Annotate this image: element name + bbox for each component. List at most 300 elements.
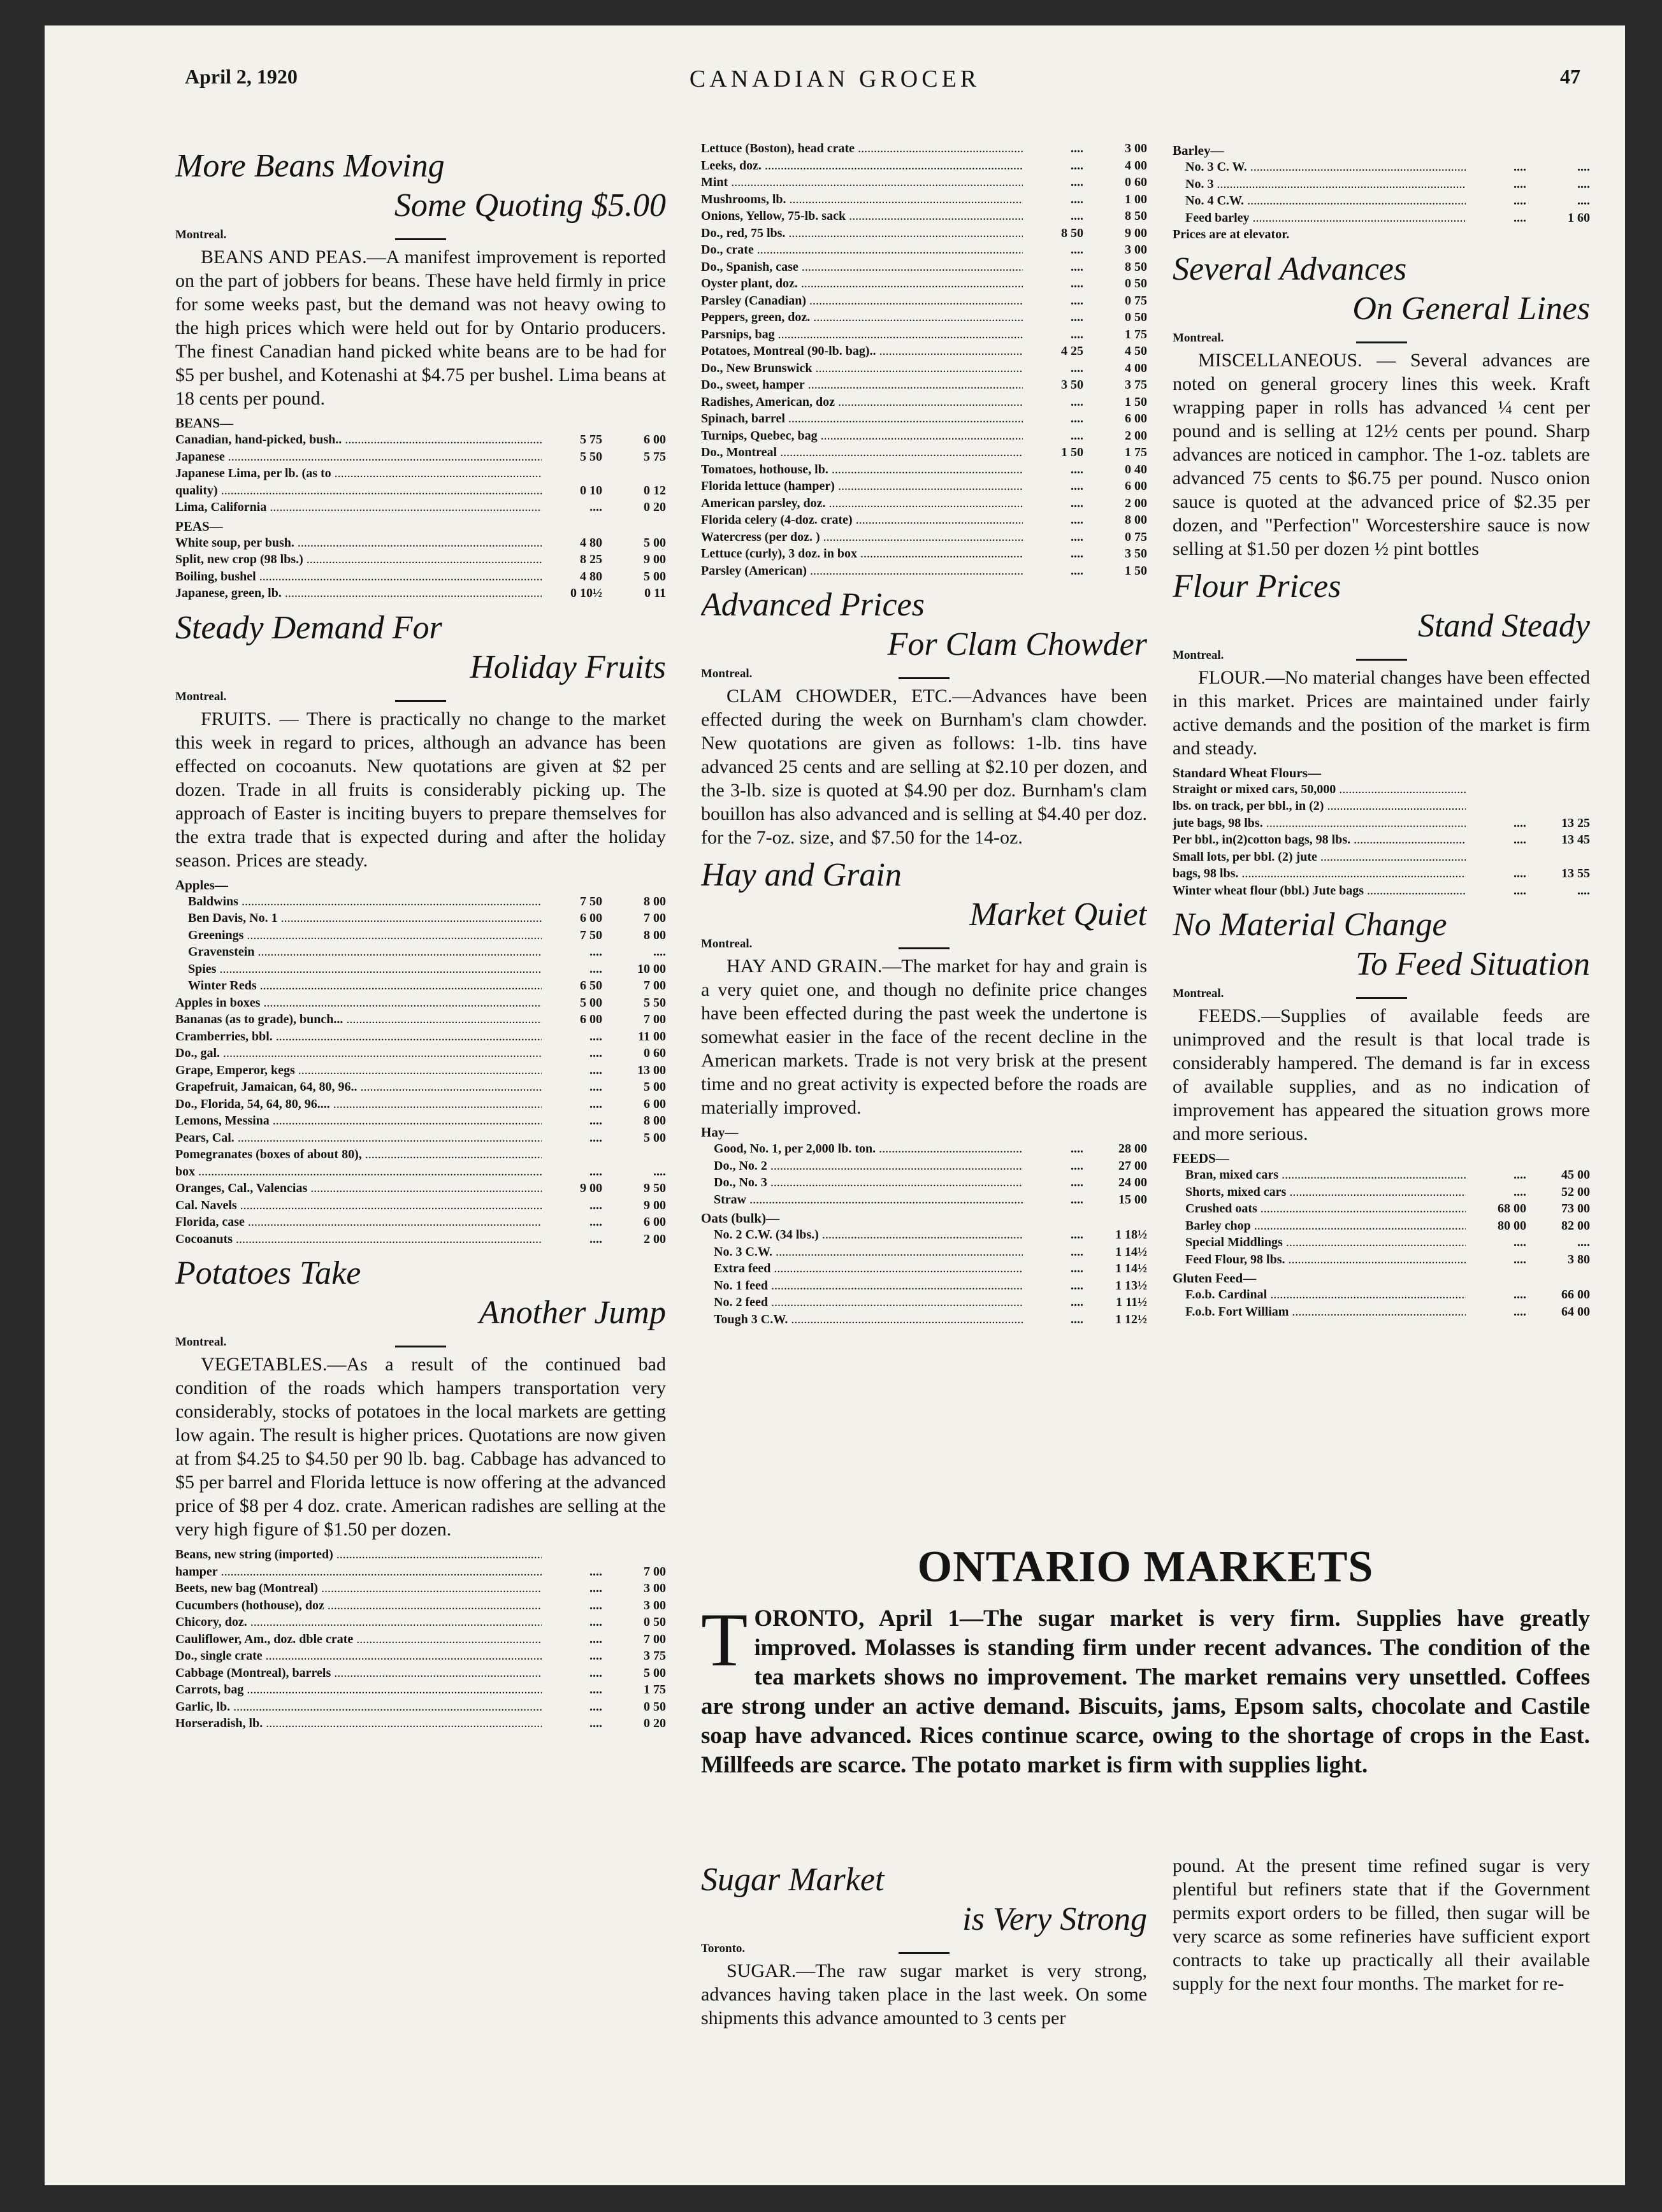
barley-prices [1173,143,1590,243]
price-row [175,1580,666,1597]
item-name: Cabbage (Montreal), barrels ..... [175,1665,542,1682]
high-price: 8 50 [1125,209,1147,223]
high-price: 6 00 [1125,479,1147,493]
low-price: 3 50 [1061,378,1083,392]
vegetables-price-table [175,1546,666,1732]
high-price: 1 00 [1125,192,1147,206]
high-price: 1 13½ [1115,1278,1147,1293]
high-price: 5 00 [644,1130,666,1145]
divider [395,700,446,702]
item-name: Florida, case ..... [175,1214,542,1231]
item-name: quality) ..... [175,482,542,499]
low-price: .... [1071,1175,1083,1189]
article-headline: No Material Change To Feed Situation [1173,907,1590,982]
price-section-label: PEAS— [175,518,223,534]
high-price: 5 00 [644,1665,666,1680]
dateline: Montreal. [1173,987,1224,1000]
low-price: .... [1514,1168,1526,1182]
high-price: 7 00 [644,911,666,925]
high-price: 11 00 [638,1029,666,1044]
price-row [175,1180,666,1197]
item-name: Florida lettuce (hamper) ..... [701,478,1023,495]
high-price: 9 00 [644,552,666,566]
fruits-article [175,608,666,1248]
item-name: No. 3 C.W. ..... [701,1244,1023,1261]
high-price: 5 00 [644,1080,666,1094]
peas-price-table [175,535,666,602]
price-row [701,225,1147,242]
high-price: 8 00 [644,928,666,942]
item-name: Per bbl., in(2)cotton bags, 98 lbs. ..... [1173,831,1466,849]
high-price: 8 00 [644,894,666,908]
low-price: 68 00 [1498,1202,1526,1216]
item-name: Straight or mixed cars, 50,000 ..... [1173,781,1466,798]
price-row [175,1079,666,1096]
price-row [701,1158,1147,1175]
item-name: Lemons, Messina ..... [175,1112,542,1130]
low-price: .... [589,1114,602,1128]
item-name: Canadian, hand-picked, bush.. ..... [175,431,542,449]
price-row [175,961,666,978]
column-1 [175,140,666,2153]
high-price: 3 75 [1125,378,1147,392]
item-name: Oyster plant, doz. ..... [701,275,1023,292]
price-row [701,461,1147,478]
price-row [175,465,666,482]
item-name: lbs. on track, per bbl., in (2) ..... [1173,798,1466,815]
low-price: .... [1514,1288,1526,1302]
high-price [1526,798,1590,815]
item-name: Do., gal. ..... [175,1045,542,1062]
item-name: Shorts, mixed cars ..... [1173,1184,1466,1201]
low-price: .... [1514,833,1526,847]
high-price: 3 00 [644,1598,666,1612]
low-price: 1 50 [1061,445,1083,459]
article-headline: Several Advances On General Lines [1173,250,1590,327]
high-price: 66 00 [1561,1288,1590,1302]
price-row [1173,1217,1590,1235]
item-name: Pears, Cal. ..... [175,1130,542,1147]
price-row [175,1631,666,1648]
low-price: .... [1514,210,1526,225]
item-name: jute bags, 98 lbs. ..... [1173,815,1466,832]
price-row [1173,210,1590,227]
gluten-feed-price-table [1173,1286,1590,1320]
low-price: .... [589,1198,602,1212]
low-price: 7 50 [580,928,602,942]
item-name: Good, No. 1, per 2,000 lb. ton. ..... [701,1140,1023,1158]
item-name: Cramberries, bbl. ..... [175,1028,542,1045]
high-price: 9 50 [644,1181,666,1195]
low-price: .... [1071,310,1083,324]
price-row [175,977,666,995]
item-name: Cal. Navels ..... [175,1197,542,1214]
low-price: .... [589,1581,602,1595]
item-name: Grape, Emperor, kegs ..... [175,1062,542,1079]
price-row [175,551,666,568]
price-row [701,208,1147,225]
price-row [175,1614,666,1631]
item-name: Crushed oats ..... [1173,1200,1466,1217]
high-price: 2 00 [1125,496,1147,510]
high-price: 1 75 [1125,445,1147,459]
item-name: Baldwins ..... [175,893,542,910]
high-price: 0 60 [1125,175,1147,189]
high-price: 13 45 [1561,833,1590,847]
column-2 [701,140,1147,1529]
low-price: .... [1071,259,1083,274]
low-price: .... [1514,1235,1526,1249]
price-row [175,1563,666,1581]
price-row [701,1311,1147,1328]
low-price: 4 25 [1061,344,1083,358]
low-price: .... [1514,883,1526,898]
item-name: Winter wheat flour (bbl.) Jute bags ..... [1173,882,1466,900]
dateline: Toronto. [701,1942,746,1955]
high-price [602,1546,666,1563]
price-row [701,1244,1147,1261]
high-price: 24 00 [1118,1175,1147,1189]
price-row [1173,781,1590,798]
price-row [701,1191,1147,1209]
low-price: .... [1071,1312,1083,1326]
price-row [175,1146,666,1163]
price-row [701,174,1147,191]
low-price: .... [1071,1158,1083,1173]
low-price: .... [1071,158,1083,173]
price-row [701,140,1147,157]
high-price: 13 00 [637,1063,666,1077]
high-price: 6 00 [644,1215,666,1229]
feed-article [1173,905,1590,1320]
low-price: .... [589,1598,602,1612]
price-row [175,1698,666,1716]
high-price: 4 50 [1125,344,1147,358]
price-section-label: Standard Wheat Flours— [1173,765,1321,780]
high-price: 1 60 [1568,210,1590,225]
price-row [175,995,666,1012]
low-price: 8 25 [580,552,602,566]
divider [899,947,950,949]
dateline: Montreal. [175,228,227,241]
price-section-label: Gluten Feed— [1173,1270,1257,1286]
high-price: 8 50 [1125,259,1147,274]
price-section-label: Apples— [175,877,228,893]
item-name: No. 1 feed ..... [701,1277,1023,1295]
miscellaneous-article [1173,250,1590,561]
item-name: Gravenstein ..... [175,944,542,961]
low-price: 8 50 [1061,226,1083,240]
flour-price-table [1173,781,1590,900]
price-row [701,529,1147,546]
price-row [1173,1200,1590,1217]
item-name: Extra feed ..... [701,1260,1023,1277]
price-row [175,482,666,499]
item-name: Do., sweet, hamper ..... [701,377,1023,394]
low-price: .... [589,1632,602,1646]
low-price: .... [589,1615,602,1629]
high-price: 1 50 [1125,394,1147,409]
low-price: .... [1514,176,1526,191]
high-price: 5 00 [644,569,666,584]
article-body: SUGAR.—The raw sugar market is very strong, advances having taken place in the last week. On some shipments this advance amounted to 3 cents per [701,1960,1147,2029]
low-price: .... [1071,1261,1083,1275]
price-row [701,343,1147,360]
price-row [175,1214,666,1231]
low-price: .... [589,1649,602,1663]
high-price: .... [1577,1235,1590,1249]
divider [1356,659,1407,661]
section-title: ONTARIO MARKETS [917,1542,1374,1591]
high-price: 4 00 [1125,158,1147,173]
column-3 [1173,140,1590,1529]
high-price: 0 50 [1125,276,1147,291]
high-price: 3 80 [1568,1252,1590,1267]
apples-price-table [175,893,666,995]
price-row [1173,865,1590,882]
low-price: .... [1071,276,1083,291]
low-price: .... [589,961,602,976]
low-price: .... [589,1215,602,1229]
item-name: Do., single crate ..... [175,1648,542,1665]
high-price: 3 00 [1125,243,1147,257]
high-price: 1 75 [644,1683,666,1697]
high-price [602,465,666,482]
item-name: American parsley, doz. ..... [701,495,1023,512]
item-name: No. 2 C.W. (34 lbs.) ..... [701,1226,1023,1244]
price-section-label: BEANS— [175,415,234,431]
price-row [1173,1167,1590,1184]
low-price: .... [1071,428,1083,443]
high-price: 1 50 [1125,563,1147,578]
clam-chowder-article [701,585,1147,849]
low-price: .... [589,500,602,514]
publication-title: CANADIAN GROCER [689,66,981,92]
price-row [1173,1234,1590,1251]
item-name: No. 2 feed ..... [701,1294,1023,1311]
price-row [701,1140,1147,1158]
high-price: 45 00 [1561,1168,1590,1182]
ontario-markets-section [701,1542,1590,1780]
high-price: 13 55 [1561,866,1590,880]
dateline: Montreal. [1173,648,1224,662]
low-price: 4 80 [580,569,602,584]
high-price: 64 00 [1561,1304,1590,1319]
price-row [175,1045,666,1062]
price-row [175,1597,666,1614]
high-price: 8 00 [644,1114,666,1128]
high-price: 1 12½ [1115,1312,1147,1326]
low-price [542,465,602,482]
price-row [701,478,1147,495]
low-price: .... [589,1046,602,1060]
price-row [701,275,1147,292]
price-row [701,377,1147,394]
high-price: 7 00 [644,1564,666,1579]
low-price: .... [1071,243,1083,257]
issue-date: April 2, 1920 [185,65,298,88]
high-price: 0 12 [644,483,666,498]
price-row [701,512,1147,529]
item-name: Do., crate ..... [701,241,1023,259]
low-price: 9 00 [580,1181,602,1195]
high-price: .... [1577,160,1590,174]
item-name: No. 3 ..... [1173,176,1466,193]
item-name: Spies ..... [175,961,542,978]
article-headline: More Beans Moving Some Quoting $5.00 [175,148,666,224]
low-price [1466,849,1526,866]
item-name: Do., New Brunswick ..... [701,360,1023,377]
high-price: 7 00 [644,979,666,993]
low-price: .... [1071,462,1083,477]
price-row [175,568,666,585]
item-name: Feed barley ..... [1173,210,1466,227]
vegetables-price-table-cont [701,140,1147,579]
price-row [701,259,1147,276]
high-price: 0 60 [644,1046,666,1060]
price-row [701,545,1147,563]
item-name: Japanese, green, lb. ..... [175,585,542,602]
high-price: 9 00 [1125,226,1147,240]
price-row [701,1277,1147,1295]
item-name: Parsley (American) ..... [701,563,1023,580]
item-name: Do., Florida, 54, 64, 80, 96.... ..... [175,1096,542,1113]
article-body: VEGETABLES.—As a result of the continued bad condition of the roads which hampers transportation very considerably, stocks of potatoes in the local markets are getting low again. The result is higher prices. Quotations are now given at from $4.25 to $4.50 per 90 lb. bag. Cabbage has advanced to $5 per barrel and Florida lettuce is now offering at the advanced price of $8 per 4 doz. crate. American radishes are selling at the very high figure of $1.50 per dozen. [175,1354,666,1540]
high-price: 52 00 [1561,1184,1590,1199]
low-price: .... [1071,479,1083,493]
item-name: Parsley (Canadian) ..... [701,292,1023,310]
item-name: No. 4 C.W. ..... [1173,192,1466,210]
drop-cap: T [701,1597,748,1682]
potatoes-article [175,1254,666,1732]
low-price [542,1546,602,1563]
item-name: Tomatoes, hothouse, lb. ..... [701,461,1023,478]
item-name: box ..... [175,1163,542,1181]
price-row [175,1028,666,1045]
high-price: 5 00 [644,535,666,550]
item-name: Turnips, Quebec, bag ..... [701,427,1023,445]
price-row [175,1163,666,1181]
high-price: 6 00 [644,1096,666,1111]
item-name: Bananas (as to grade), bunch... ..... [175,1011,542,1028]
high-price: .... [1577,194,1590,208]
low-price: .... [1071,1142,1083,1156]
high-price: 1 75 [1125,327,1147,341]
price-row [1173,831,1590,849]
item-name: Florida celery (4-doz. crate) ..... [701,512,1023,529]
high-price: 1 14½ [1115,1261,1147,1275]
high-price: 73 00 [1561,1202,1590,1216]
item-name: Parsnips, bag ..... [701,326,1023,343]
low-price: 6 00 [580,1012,602,1026]
item-name: Leeks, doz. ..... [701,157,1023,175]
item-name: Lettuce (curly), 3 doz. in box ..... [701,545,1023,563]
low-price: .... [1514,194,1526,208]
feeds-price-table [1173,1167,1590,1268]
article-headline: Hay and Grain Market Quiet [701,857,1147,933]
price-row [1173,1184,1590,1201]
item-name: Lima, California ..... [175,499,542,516]
low-price: .... [589,1164,602,1179]
price-row [175,1130,666,1147]
item-name: Japanese ..... [175,449,542,466]
low-price: .... [589,1232,602,1246]
page-number: 47 [1560,65,1580,88]
price-row [1173,882,1590,900]
high-price: 10 00 [637,961,666,976]
article-body: FLOUR.—No material changes have been effected in this market. Prices are maintained under fairly active demands and the position of the market is firm and steady. [1173,666,1590,759]
article-body: MISCELLANEOUS. — Several advances are noted on general grocery lines this week. Kraft wrapping paper in rolls has advanced ¼ cent per pound and is selling at 12½ cents per pound. Sharp advances are noticed in camphor. The 1-oz. tablets are advanced 75 cents to $6.75 per pound. Nusco onion sauce is quoted at the advanced price of $2.35 per dozen, and "Perfection" Worcestershire sauce is now selling at $1.50 per dozen ½ pint bottles [1173,349,1590,559]
low-price: .... [589,1564,602,1579]
high-price: 15 00 [1118,1192,1147,1207]
high-price: .... [1577,883,1590,898]
low-price: 5 50 [580,449,602,464]
item-name: Oranges, Cal., Valencias ..... [175,1180,542,1197]
price-row [175,1681,666,1698]
price-row [1173,798,1590,815]
article-body: CLAM CHOWDER, ETC.—Advances have been effected during the week on Burnham's clam chowder. New quotations are given as follows: 1-lb. tins have advanced 25 cents and are selling at $2.10 per dozen, and the 3-lb. size is quoted at $4.90 per doz. Burnham's clam bouillon has also advanced and is selling at $4.40 per doz. for the 7-oz. size, and $7.50 for the 14-oz. [701,686,1147,848]
high-price: 1 14½ [1115,1244,1147,1259]
low-price: .... [1071,1278,1083,1293]
price-row [175,1231,666,1248]
item-name: Lettuce (Boston), head crate ..... [701,140,1023,157]
low-price: 0 10½ [570,586,602,600]
high-price: 0 75 [1125,293,1147,308]
price-row [175,1112,666,1130]
high-price: 0 50 [1125,310,1147,324]
price-row [1173,1286,1590,1304]
low-price: .... [1071,547,1083,561]
divider [395,238,446,240]
high-price: 82 00 [1561,1218,1590,1233]
low-price: .... [1514,815,1526,830]
price-section-label: Hay— [701,1124,739,1140]
low-price: .... [589,1699,602,1714]
divider [395,1346,446,1347]
high-price: 0 11 [644,586,666,600]
item-name: Special Middlings ..... [1173,1234,1466,1251]
high-price: 0 50 [644,1699,666,1714]
article-headline: Potatoes Take Another Jump [175,1255,666,1331]
divider [1356,997,1407,999]
item-name: Beans, new string (imported) ..... [175,1546,542,1563]
high-price: 6 00 [1125,412,1147,426]
low-price: .... [589,945,602,959]
price-section-label: Barley— [1173,143,1224,158]
high-price: .... [653,945,666,959]
sugar-article [701,1854,1147,2035]
price-row [701,1260,1147,1277]
price-row [175,431,666,449]
low-price: .... [1071,1295,1083,1309]
item-name: Do., No. 3 ..... [701,1174,1023,1191]
low-price: 5 75 [580,433,602,447]
item-name: Boiling, bushel ..... [175,568,542,585]
item-name: Potatoes, Montreal (90-lb. bag).. ..... [701,343,1023,360]
price-row [1173,849,1590,866]
item-name: Winter Reds ..... [175,977,542,995]
item-name: Do., Montreal ..... [701,444,1023,461]
price-row [701,394,1147,411]
newspaper-page [45,25,1625,2185]
low-price: 80 00 [1498,1218,1526,1233]
high-price: 3 00 [644,1581,666,1595]
item-name: Barley chop ..... [1173,1217,1466,1235]
high-price: 0 20 [644,1716,666,1730]
price-row [1173,1251,1590,1268]
low-price: .... [1071,327,1083,341]
price-row [175,1011,666,1028]
